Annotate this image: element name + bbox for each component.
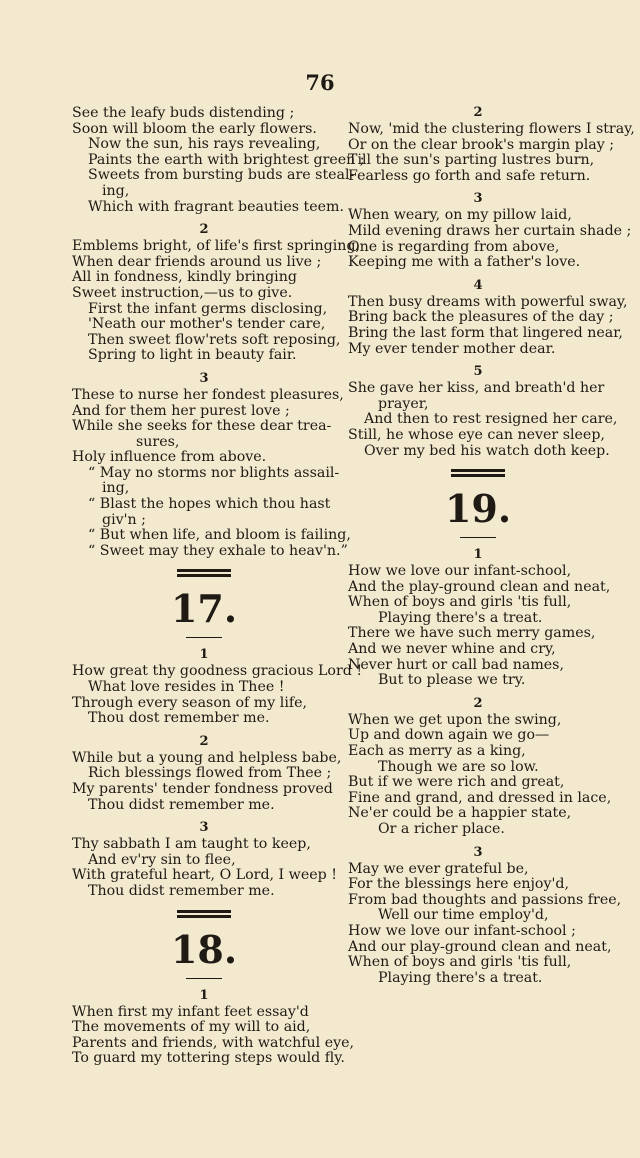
verse-line: First the infant germs disclosing, [88, 300, 328, 317]
hymn-18-stanza-5 [348, 364, 618, 459]
hymn-19-stanza-3 [348, 844, 622, 987]
right-column [348, 105, 635, 994]
short-divider [460, 537, 496, 538]
verse-line: Through every season of my life, [72, 694, 308, 711]
verse-line: And for them her purest love ; [72, 402, 290, 419]
hymn-number: 19. [444, 486, 512, 532]
verse-line: 'Neath our mother's tender care, [88, 316, 326, 333]
verse-line: Thou didst remember me. [88, 796, 275, 813]
verse-line: “ But when life, and bloom is failing, [88, 527, 351, 544]
verse-line: Thy sabbath I am taught to keep, [72, 836, 311, 853]
verse-line: These to nurse her fondest pleasures, [72, 386, 344, 403]
verse-line: Mild evening draws her curtain shade ; [348, 222, 632, 239]
verse-line: Emblems bright, of life's first springing, [72, 238, 361, 255]
verse-line: prayer, [378, 395, 429, 412]
verse-line: Now the sun, his rays revealing, [88, 136, 321, 153]
verse-line: What love resides in Thee ! [88, 679, 285, 696]
verse-line: Fine and grand, and dressed in lace, [348, 789, 612, 806]
verse-line: When of boys and girls 'tis full, [348, 954, 572, 971]
verse-line: Spring to light in beauty fair. [88, 347, 297, 364]
section-divider [451, 469, 505, 477]
stanza-number: 3 [473, 844, 483, 860]
verse-line: Then busy dreams with powerful sway, [348, 293, 628, 310]
verse-line: Rich blessings flowed from Thee ; [88, 765, 332, 782]
hymn-18-stanza-2 [348, 105, 635, 184]
verse-line: While but a young and helpless babe, [72, 749, 342, 766]
verse-line: Paints the earth with brightest green ; [88, 151, 365, 168]
verse-line: Parents and friends, with watchful eye, [72, 1034, 355, 1051]
verse-line: When weary, on my pillow laid, [348, 207, 572, 224]
hymn-19 [348, 469, 622, 986]
verse-line: Holy influence from above. [72, 449, 267, 466]
verse-line: Playing there's a treat. [378, 969, 543, 986]
verse-line: Sweet instruction,—us to give. [72, 284, 293, 301]
section-divider [177, 569, 231, 577]
verse-line: How we love our infant-school ; [348, 922, 576, 939]
verse-line: And then to rest resigned her care, [364, 411, 618, 428]
verse-line: Thou didst remember me. [88, 882, 275, 899]
verse-line: Thou dost remember me. [88, 710, 270, 727]
verse-line: And ev'ry sin to flee, [88, 851, 236, 868]
hymn-17 [72, 569, 363, 899]
short-divider [186, 978, 222, 979]
hymn-17-stanza-3 [72, 821, 336, 899]
hymn-18-stanza-3 [348, 191, 632, 271]
verse-line: She gave her kiss, and breath'd her [348, 380, 605, 397]
verse-line: All in fondness, kindly bringing [72, 269, 297, 286]
short-divider [186, 637, 222, 638]
verse-line: Or on the clear brook's margin play ; [348, 136, 615, 153]
stanza-number: 3 [199, 820, 209, 836]
verse-line: From bad thoughts and passions free, [348, 891, 622, 908]
stanza-number: 4 [473, 277, 483, 293]
hymn-17-stanza-1 [72, 647, 363, 727]
verse-line: Each as merry as a king, [348, 743, 526, 760]
verse-line: Or a richer place. [378, 821, 505, 837]
verse-line: How great thy goodness gracious Lord ! [72, 663, 363, 680]
verse-line: May we ever grateful be, [348, 860, 529, 877]
hymn-18-stanza-1 [72, 987, 355, 1067]
stanza-number: 3 [473, 191, 483, 207]
verse-line: Up and down again we go— [348, 727, 550, 744]
verse-line: See the leafy buds distending ; [72, 105, 295, 121]
verse-line: When first my infant feet essay'd [72, 1003, 309, 1020]
verse-line: “ Sweet may they exhale to heav'n.” [88, 542, 348, 559]
verse-line: Playing there's a treat. [378, 609, 543, 626]
verse-line: Soon will bloom the early flowers. [72, 120, 317, 137]
page-number: 76 [305, 70, 335, 95]
verse-line: Well our time employ'd, [378, 907, 549, 924]
verse-line: While she seeks for these dear trea- [72, 418, 332, 435]
verse-line: giv'n ; [102, 511, 146, 528]
verse-line: Bring back the pleasures of the day ; [348, 309, 614, 326]
hymn-16-stanza-1 [72, 105, 365, 215]
verse-line: Keeping me with a father's love. [348, 254, 581, 271]
verse-line: Which with fragrant beauties teem. [88, 198, 344, 215]
hymn-number: 18. [170, 926, 238, 972]
stanza-number: 2 [199, 222, 209, 238]
stanza-number: 2 [199, 733, 209, 749]
hymn-18-stanza-4 [348, 277, 628, 357]
verse-line: “ May no storms nor blights assail- [88, 464, 340, 481]
verse-line: sures, [136, 433, 180, 450]
stanza-number: 2 [473, 695, 483, 711]
verse-line: ing, [102, 182, 130, 199]
hymn-19-stanza-2 [348, 695, 612, 838]
verse-line: One is regarding from above, [348, 238, 560, 255]
verse-line: Never hurt or call bad names, [348, 656, 564, 673]
stanza-number: 1 [199, 647, 209, 663]
section-divider [177, 910, 231, 918]
verse-line: But to please we try. [378, 672, 526, 689]
hymn-17-stanza-2 [72, 733, 342, 813]
verse-line: Ne'er could be a happier state, [348, 805, 572, 822]
verse-line: How we love our infant-school, [348, 563, 572, 580]
verse-line: When dear friends around us live ; [72, 253, 322, 270]
verse-line: Bring the last form that lingered near, [348, 324, 623, 341]
stanza-number: 1 [199, 987, 209, 1003]
verse-line: And our play-ground clean and neat, [348, 938, 612, 955]
left-column [72, 105, 365, 1075]
verse-line: And the play-ground clean and neat, [348, 578, 611, 595]
stanza-number: 5 [473, 364, 483, 380]
verse-line: There we have such merry games, [348, 625, 596, 642]
verse-line: When of boys and girls 'tis full, [348, 594, 572, 611]
verse-line: ing, [102, 480, 130, 497]
verse-line: Then sweet flow'rets soft reposing, [88, 331, 341, 348]
stanza-number: 1 [473, 547, 483, 563]
verse-line: When we get upon the swing, [348, 711, 562, 728]
verse-line: Now, 'mid the clustering flowers I stray, [348, 121, 635, 137]
hymn-18 [72, 910, 355, 1067]
verse-line: Sweets from bursting buds are steal- [88, 167, 355, 184]
hymn-19-stanza-1 [348, 547, 611, 689]
verse-line: “ Blast the hopes which thou hast [88, 496, 331, 513]
verse-line: Still, he whose eye can never sleep, [348, 426, 605, 443]
stanza-number: 2 [473, 105, 483, 120]
verse-line: The movements of my will to aid, [72, 1019, 311, 1036]
hymn-16-stanza-3 [72, 370, 351, 560]
stanza-number: 3 [199, 370, 209, 386]
verse-line: With grateful heart, O Lord, I weep ! [72, 867, 337, 884]
verse-line: To guard my tottering steps would fly. [72, 1050, 345, 1067]
verse-line: Over my bed his watch doth keep. [364, 442, 610, 459]
hymn-16-stanza-2 [72, 222, 361, 364]
verse-line: For the blessings here enjoy'd, [348, 876, 569, 893]
verse-line: But if we were rich and great, [348, 774, 565, 791]
verse-line: And we never whine and cry, [348, 641, 556, 658]
hymn-number: 17. [170, 586, 238, 632]
verse-line: My ever tender mother dear. [348, 340, 556, 357]
verse-line: Fearless go forth and safe return. [348, 167, 591, 184]
verse-line: Till the sun's parting lustres burn, [348, 152, 595, 169]
verse-line: My parents' tender fondness proved [72, 781, 333, 797]
verse-line: Though we are so low. [378, 758, 539, 775]
